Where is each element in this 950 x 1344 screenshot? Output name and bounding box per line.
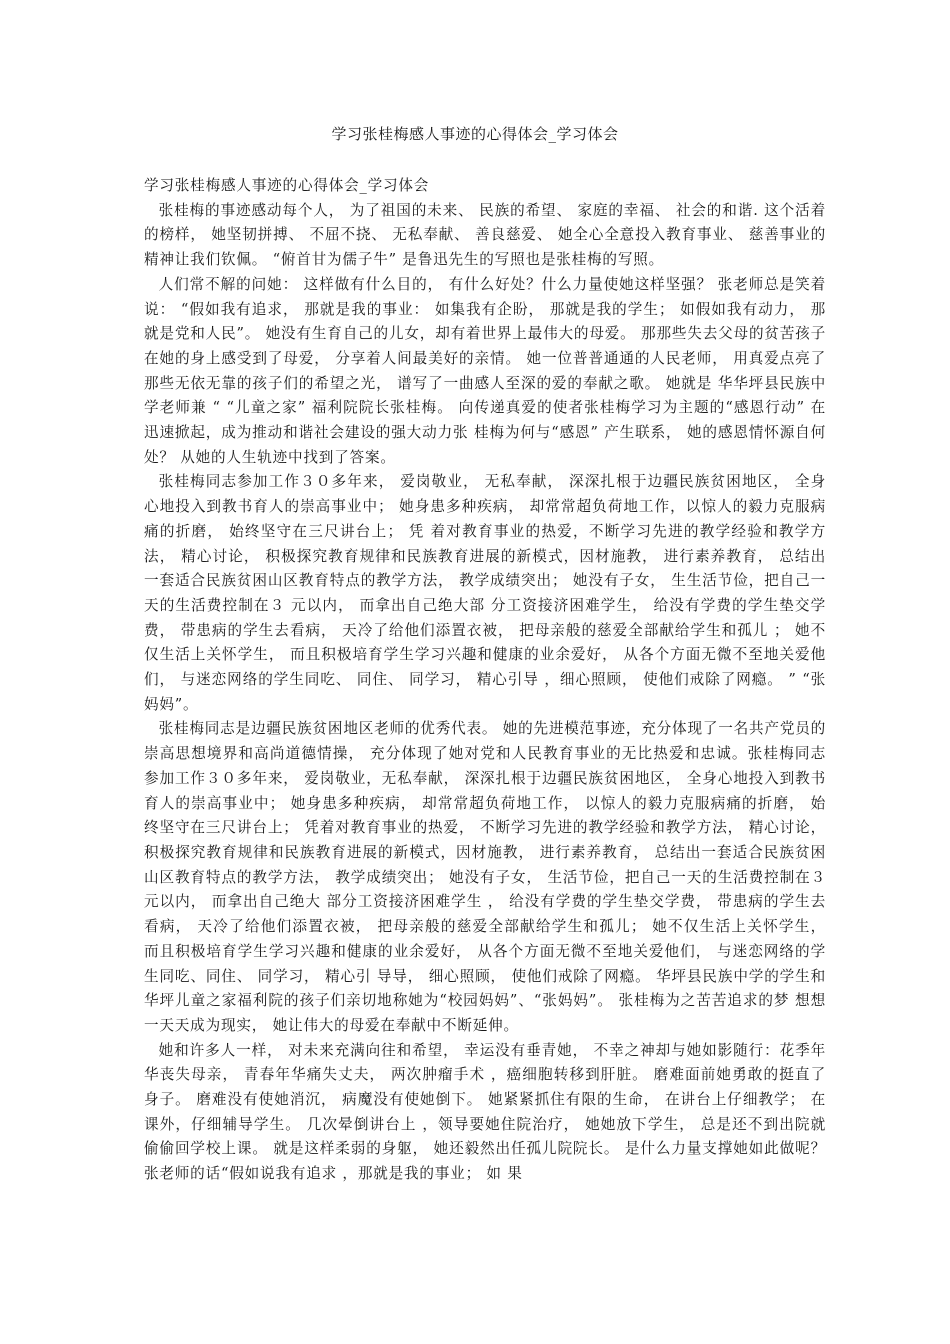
document-body [144, 174, 826, 1187]
paragraph: 人们常不解的问她： 这样做有什么目的， 有什么好处？什么力量使她这样坚强？ 张老师总是笑着说： “假如我有追求， 那就是我的事业： 如集我有企盼， 那就是我的学生； 如假如我有动力， 那就是党和人民”。 她没有生育自己的儿女，却有着世界上最伟大的母爱。 那那些失去父母的贫苦孩子在她的身上感受到了母爱， 分享着人间最美好的亲情。 她一位普普通通的人民老师， 用真爱点亮了那些无依无靠的孩子们的希望之光， 谱写了一曲感人至深的爱的奉献之歌。 她就是 华华坪县民族中学老师兼 “ “儿童之家” 福利院院长张桂梅。 向传递真爱的使者张桂梅学习为主题的“感恩行动” 在迅速掀起，成为推动和谐社会建设的强大动力张 桂梅为何与“感恩” 产生联系， 她的感恩情怀源自何处？ 从她的人生轨迹中找到了答案。 [144, 275, 826, 466]
paragraph: 张桂梅同志是边疆民族贫困地区老师的优秀代表。 她的先进模范事迹，充分体现了一名共产党员的崇高思想境界和高尚道德情操， 充分体现了她对党和人民教育事业的无比热爱和忠诚。张桂梅同志参加工作３０多年来， 爱岗敬业，无私奉献， 深深扎根于边疆民族贫困地区， 全身心地投入到教书育人的崇高事业中； 她身患多种疾病， 却常常超负荷地工作， 以惊人的毅力克服病痛的折磨， 始终坚守在三尺讲台上； 凭着对教育事业的热爱， 不断学习先进的教学经验和教学方法， 精心讨论， 积极探究教育规律和民族教育进展的新模式，因材施教， 进行素养教育， 总结出一套适合民族贫困山区教育特点的教学方法， 教学成绩突出； 她没有子女， 生活节俭，把自己一天的生活费控制在３ 元以内， 而拿出自己绝大 部分工资接济困难学生 ， 给没有学费的学生垫交学费， 带患病的学生去看病， 天冷了给他们添置衣被， 把母亲般的慈爱全部献给学生和孤儿； 她不仅生活上关怀学生， 而且积极培育学生学习兴趣和健康的业余爱好， 从各个方面无微不至地关爱他们， 与迷恋网络的学生同吃、同住、 同学习， 精心引 导导， 细心照顾， 使他们戒除了网瘾。 华坪县民族中学的学生和华坪儿童之家福利院的孩子们亲切地称她为“校园妈妈”、“张妈妈”。 张桂梅为之苦苦追求的梦 想想一天天成为现实， 她让伟大的母爱在奉献中不断延伸。 [144, 720, 826, 1034]
document-title: 学习张桂梅感人事迹的心得体会_学习体会 [331, 125, 619, 143]
paragraph: 张桂梅的事迹感动每个人， 为了祖国的未来、 民族的希望、 家庭的幸福、 社会的和谐. 这个活着的榜样， 她坚韧拼搏、 不屈不挠、 无私奉献、 善良慈爱、 她全心全意投入教育事业、 慈善事业的精神让我们钦佩。 “俯首甘为儒子牛” 是鲁迅先生的写照也是张桂梅的写照。 [144, 201, 826, 269]
document-subtitle: 学习张桂梅感人事迹的心得体会_学习体会 [144, 177, 430, 194]
paragraph: 张桂梅同志参加工作３０多年来， 爱岗敬业， 无私奉献， 深深扎根于边疆民族贫困地区， 全身心地投入到教书育人的崇高事业中； 她身患多种疾病， 却常常超负荷地工作，以惊人的毅力克服病痛的折磨， 始终坚守在三尺讲台上； 凭 着对教育事业的热爱，不断学习先进的教学经验和教学方法， 精心讨论， 积极探究教育规律和民族教育进展的新模式，因材施教， 进行素养教育， 总结出一套适合民族贫困山区教育特点的教学方法， 教学成绩突出； 她没有子女， 生生活节俭，把自己一天的生活费控制在３ 元以内， 而拿出自己绝大部 分工资接济困难学生， 给没有学费的学生垫交学费， 带患病的学生去看病， 天冷了给他们添置衣被， 把母亲般的慈爱全部献给学生和孤儿 ； 她不仅生活上关怀学生， 而且积极培育学生学习兴趣和健康的业余爱好， 从各个方面无微不至地关爱他们， 与迷恋网络的学生同吃、 同住、 同学习， 精心引导 ，细心照顾， 使他们戒除了网瘾。 ” “张妈妈”。 [144, 473, 826, 713]
paragraph: 她和许多人一样， 对未来充满向往和希望， 幸运没有垂青她， 不幸之神却与她如影随行：花季年华丧失母亲， 青春年华痛失丈夫， 两次肿瘤手术 ，癌细胞转移到肝脏。 磨难面前她勇敢的挺直了身子。 磨难没有使她消沉， 病魔没有使她倒下。 她紧紧抓住有限的生命， 在讲台上仔细教学； 在课外，仔细辅导学生。 几次晕倒讲台上 ，领导要她住院治疗， 她她放下学生， 总是还不到出院就偷偷回学校上课。 就是这样柔弱的身躯， 她还毅然出任孤儿院院长。 是什么力量支撑她如此做呢？ 张老师的话“假如说我有追求 ，那就是我的事业； 如 果 [144, 1041, 826, 1183]
